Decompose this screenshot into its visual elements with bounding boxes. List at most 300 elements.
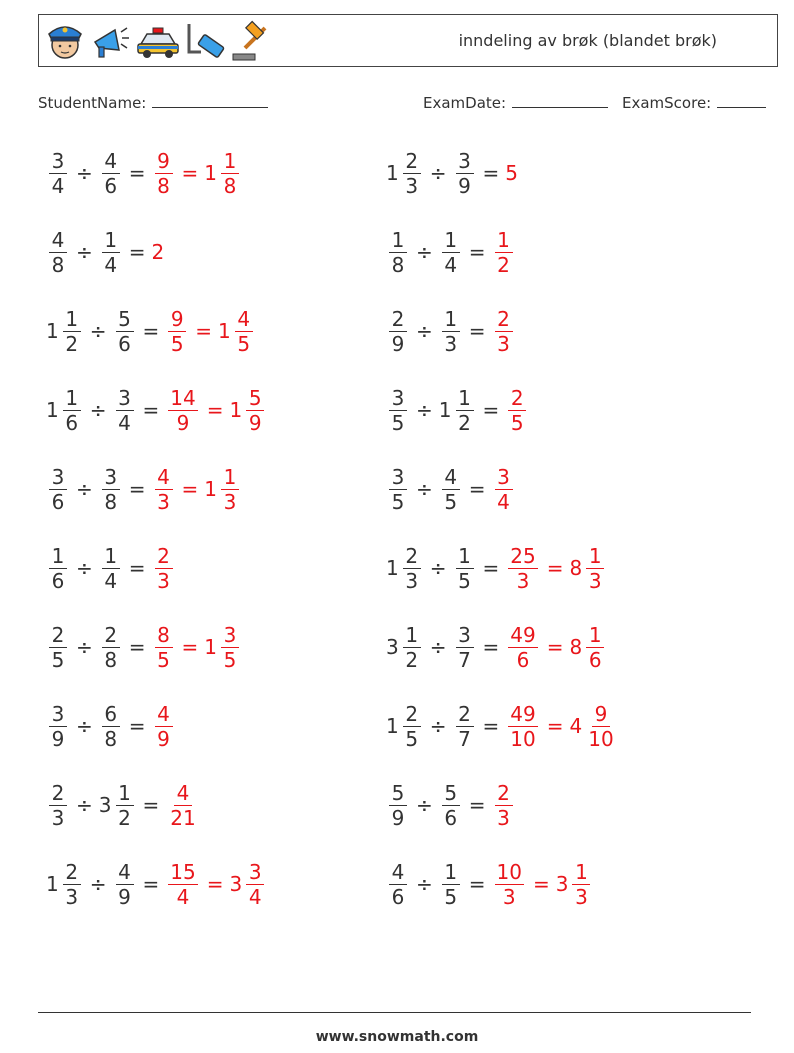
answer-denominator: 9 [157,726,170,751]
divisor-numerator: 1 [442,860,460,885]
police-officer-icon [43,18,87,64]
divisor-fraction [439,228,463,277]
dividend-denominator: 5 [391,489,405,514]
problem-item [386,221,516,283]
answer-denominator: 3 [497,331,510,356]
dividend-stack [49,781,67,830]
dividend-stack [389,228,407,277]
answer-numerator: 4 [155,465,173,490]
dividend-whole: 1 [46,398,59,422]
divisor-fraction [453,149,477,198]
dividend-whole: 1 [386,161,399,185]
divide-sign: ÷ [416,398,433,422]
answer-denominator: 3 [516,568,530,593]
mixed-answer-denominator: 6 [588,647,602,672]
answer-denominator: 8 [157,173,170,198]
dividend-stack [49,544,67,593]
problem-item [46,616,242,678]
police-car-icon [135,18,181,64]
answer-fraction [165,781,200,830]
equals-sign: = [128,161,146,185]
answer-fraction [152,149,176,198]
dividend-numerator: 3 [49,149,67,174]
mixed-answer-stack [586,702,615,751]
mixed-answer-whole: 8 [569,556,583,580]
answer-denominator: 4 [497,489,510,514]
dividend-stack [49,702,67,751]
answer-stack [155,623,173,672]
dividend-stack [389,860,407,909]
dividend-numerator: 1 [63,386,81,411]
answer-fraction [505,544,540,593]
divisor-numerator: 5 [442,781,460,806]
divisor-numerator: 3 [102,465,120,490]
problem-item [46,695,176,757]
divisor-numerator: 1 [116,781,134,806]
equals-sign: = [468,240,486,264]
equals-sign: = [128,635,146,659]
dividend-stack [49,228,67,277]
dividend-fraction [386,307,410,356]
divisor-stack [102,623,120,672]
dividend-whole: 3 [386,635,399,659]
divisor-numerator: 6 [102,702,120,727]
divide-sign: ÷ [89,319,107,343]
divisor-fraction [453,623,477,672]
divisor-fraction [99,149,123,198]
divisor-numerator: 3 [116,386,134,411]
dividend-denominator: 9 [51,726,65,751]
dividend-numerator: 1 [49,544,67,569]
mixed-answer-denominator: 5 [237,331,251,356]
divisor-denominator: 6 [444,805,458,830]
answer-denominator: 4 [176,884,190,909]
dividend-whole: 1 [46,319,59,343]
mixed-answer-numerator: 4 [235,307,253,332]
dividend-stack [389,781,407,830]
dividend-stack [49,149,67,198]
handcuffs-icon [183,18,227,64]
divisor-numerator: 4 [116,860,134,885]
answer-numerator: 9 [168,307,186,332]
problem-item [386,458,516,520]
divide-sign: ÷ [76,477,93,501]
divide-sign: ÷ [429,161,447,185]
problem-item [386,774,516,836]
mixed-answer-whole: 8 [569,635,583,659]
answer-numerator: 14 [170,385,196,410]
student-name-field [38,93,268,112]
divisor-fraction [99,623,123,672]
dividend-denominator: 3 [65,884,79,909]
problem-item [46,458,242,520]
dividend-denominator: 2 [405,647,419,672]
divide-sign: ÷ [429,556,447,580]
answer-equals-sign: = [546,556,564,580]
divisor-numerator: 1 [102,544,120,569]
divisor-denominator: 2 [118,805,131,830]
answer-numerator: 3 [495,465,513,490]
mixed-answer-denominator: 9 [248,410,262,435]
equals-sign: = [468,872,486,896]
answer [152,623,243,672]
answer-stack [155,149,173,198]
dividend-stack [49,465,67,514]
divisor-stack [116,386,134,435]
divisor-denominator: 9 [458,173,471,198]
answer-equals-sign: = [546,714,564,738]
answer [152,240,166,264]
dividend-stack [403,149,421,198]
mixed-answer-fraction [229,860,267,909]
dividend-fraction [386,228,410,277]
divisor-numerator: 1 [442,307,460,332]
equals-sign: = [142,872,160,896]
answer [492,781,516,830]
dividend-denominator: 5 [391,410,405,435]
dividend-fraction [46,702,70,751]
divisor-denominator: 5 [444,489,458,514]
answer-fraction [492,860,527,909]
exam-score-field [622,93,766,112]
answer [505,161,519,185]
student-name-line[interactable] [152,93,268,108]
divisor-fraction [99,228,123,277]
mixed-answer-fraction [556,860,594,909]
dividend-denominator: 9 [391,805,405,830]
dividend-numerator: 4 [49,228,67,253]
answer-numerator: 2 [508,386,526,411]
answer [492,465,516,514]
divide-sign: ÷ [89,872,107,896]
divide-sign: ÷ [416,240,433,264]
answer-stack [155,702,173,751]
divisor-numerator: 4 [442,465,460,490]
answer-denominator: 3 [157,568,170,593]
divisor-numerator: 5 [116,307,134,332]
answer-whole: 5 [505,161,518,185]
answer-numerator: 1 [495,228,513,253]
dividend-numerator: 2 [63,860,81,885]
answer-numerator: 10 [496,859,522,884]
dividend-numerator: 2 [403,544,421,569]
dividend-fraction [46,544,70,593]
dividend-fraction [46,228,70,277]
answer-denominator: 5 [157,647,170,672]
divisor-denominator: 4 [104,568,118,593]
header-box [38,14,778,67]
answer-numerator: 4 [174,781,192,806]
divide-sign: ÷ [89,398,107,422]
equals-sign: = [142,319,160,343]
dividend-stack [389,307,407,356]
divisor-fraction [99,544,123,593]
equals-sign: = [482,398,500,422]
exam-score-line[interactable] [717,93,766,108]
dividend-numerator: 3 [389,386,407,411]
equals-sign: = [468,793,486,817]
mixed-answer-fraction [569,544,607,593]
divide-sign: ÷ [416,872,433,896]
answer-fraction [152,544,176,593]
answer-stack [495,228,513,277]
divisor-numerator: 2 [456,702,474,727]
answer [505,702,618,751]
equals-sign: = [468,319,486,343]
dividend-denominator: 9 [391,331,405,356]
divide-sign: ÷ [429,714,447,738]
divide-sign: ÷ [76,556,93,580]
mixed-answer-fraction [569,702,618,751]
answer-equals-sign: = [206,398,224,422]
answer-numerator: 2 [495,781,513,806]
answer-denominator: 3 [497,805,510,830]
answer-denominator: 3 [157,489,170,514]
divisor-stack [442,781,460,830]
dividend-fraction [386,386,410,435]
dividend-denominator: 6 [51,568,65,593]
mixed-answer-numerator: 1 [221,149,239,174]
divisor-stack [102,544,120,593]
equals-sign: = [142,793,160,817]
mixed-answer-denominator: 3 [588,568,602,593]
exam-date-label: ExamDate: [423,94,507,112]
problem-item [386,616,607,678]
dividend-denominator: 5 [51,647,65,672]
answer-whole: 2 [151,240,165,264]
dividend-stack [389,465,407,514]
mixed-answer-stack [586,544,604,593]
mixed-answer-whole: 3 [555,872,569,896]
divisor-denominator: 7 [458,726,471,751]
dividend-denominator: 6 [391,884,405,909]
dividend-numerator: 5 [389,781,407,806]
answer [492,307,516,356]
equals-sign: = [128,556,146,580]
mixed-answer-fraction [229,386,267,435]
mixed-answer-numerator: 9 [592,702,610,727]
answer-stack [495,860,524,909]
mixed-answer-denominator: 10 [588,726,614,751]
equals-sign: = [128,240,146,264]
answer-equals-sign: = [181,635,199,659]
problem-item [46,300,256,362]
mixed-answer-whole: 3 [229,872,243,896]
divide-sign: ÷ [429,635,447,659]
dividend-stack [403,702,421,751]
answer-stack [495,781,513,830]
answer-fraction [165,307,189,356]
divisor-fraction [453,544,477,593]
mixed-answer-numerator: 3 [221,623,239,648]
mixed-answer-stack [572,860,590,909]
answer-fraction [505,702,540,751]
divisor-stack [456,386,474,435]
equals-sign: = [128,714,146,738]
divisor-denominator: 4 [104,252,118,277]
dividend-numerator: 1 [389,228,407,253]
problem-item [386,853,593,915]
answer-fraction [492,228,516,277]
divisor-stack [456,149,474,198]
dividend-numerator: 1 [403,623,421,648]
answer-denominator: 2 [497,252,510,277]
divisor-stack [116,307,134,356]
answer-numerator: 4 [155,702,173,727]
footer-url: www.snowmath.com [315,1029,479,1045]
divisor-stack [102,228,120,277]
equals-sign: = [142,398,160,422]
mixed-answer-fraction [218,307,256,356]
dividend-fraction [386,623,424,672]
answer-numerator: 49 [510,622,536,647]
answer-denominator: 6 [516,647,530,672]
mixed-answer-stack [221,149,239,198]
dividend-denominator: 6 [65,410,79,435]
mixed-answer-whole: 1 [229,398,243,422]
dividend-whole: 1 [46,872,59,896]
divisor-stack [442,307,460,356]
dividend-stack [389,386,407,435]
dividend-denominator: 2 [65,331,79,356]
answer-denominator: 5 [510,410,524,435]
dividend-denominator: 3 [405,173,419,198]
mixed-answer-numerator: 5 [246,386,264,411]
divisor-denominator: 5 [444,884,458,909]
dividend-stack [403,544,421,593]
answer-equals-sign: = [181,477,199,501]
answer-stack [508,544,537,593]
divisor-fraction [113,860,137,909]
dividend-numerator: 1 [63,307,81,332]
divisor-fraction [99,702,123,751]
answer [505,386,529,435]
dividend-numerator: 2 [49,623,67,648]
answer-stack [168,860,197,909]
answer-fraction [505,386,529,435]
divide-sign: ÷ [416,477,433,501]
answer [165,781,200,830]
divisor-denominator: 6 [104,173,118,198]
mixed-answer-fraction [204,149,242,198]
dividend-stack [63,860,81,909]
answer-denominator: 5 [170,331,184,356]
mixed-answer-denominator: 3 [575,884,588,909]
dividend-denominator: 8 [51,252,65,277]
dividend-fraction [386,702,424,751]
answer-fraction [152,240,166,264]
divisor-numerator: 1 [456,386,474,411]
dividend-fraction [46,149,70,198]
divide-sign: ÷ [76,714,93,738]
answer [165,860,267,909]
answer-numerator: 2 [495,307,513,332]
dividend-numerator: 2 [389,307,407,332]
problem-item [46,774,201,836]
student-name-label: StudentName: [38,94,147,112]
divisor-fraction [439,465,463,514]
divisor-numerator: 3 [456,623,474,648]
problem-item [386,537,607,599]
worksheet-title: inndeling av brøk (blandet brøk) [458,31,717,50]
answer [492,860,594,909]
answer-numerator: 9 [155,149,173,174]
divide-sign: ÷ [416,319,433,343]
answer-fraction [152,702,176,751]
divisor-stack [442,860,460,909]
answer-stack [168,307,186,356]
divisor-fraction [99,465,123,514]
dividend-denominator: 3 [405,568,419,593]
divisor-stack [456,702,474,751]
dividend-fraction [46,781,70,830]
dividend-numerator: 3 [49,465,67,490]
answer-fraction [492,465,516,514]
divisor-numerator: 1 [456,544,474,569]
problem-item [46,379,267,441]
dividend-stack [49,623,67,672]
mixed-answer-whole: 1 [218,319,231,343]
divisor-stack [456,623,474,672]
exam-score-label: ExamScore: [622,94,712,112]
mixed-answer-stack [246,860,264,909]
divisor-stack [102,149,120,198]
answer-numerator: 2 [155,544,173,569]
divide-sign: ÷ [76,635,93,659]
answer-denominator: 3 [502,884,516,909]
dividend-numerator: 2 [403,702,421,727]
divisor-numerator: 3 [456,149,474,174]
mixed-answer-numerator: 1 [221,465,239,490]
answer-numerator: 25 [510,543,536,568]
divisor-fraction [439,860,463,909]
dividend-denominator: 6 [51,489,65,514]
dividend-numerator: 4 [389,860,407,885]
dividend-numerator: 3 [49,702,67,727]
mixed-answer-numerator: 1 [572,860,590,885]
dividend-fraction [386,465,410,514]
answer-fraction [152,465,176,514]
answer-numerator: 15 [170,859,196,884]
mixed-answer-denominator: 4 [248,884,262,909]
answer-fraction [492,307,516,356]
equals-sign: = [482,556,500,580]
dividend-denominator: 3 [51,805,65,830]
answer-stack [168,386,197,435]
problem-item [386,300,516,362]
mixed-answer-denominator: 5 [223,647,237,672]
problem-item [46,537,176,599]
divisor-whole: 1 [438,398,452,422]
divisor-numerator: 1 [102,228,120,253]
dividend-fraction [46,307,84,356]
exam-date-line[interactable] [512,93,608,108]
mixed-answer-stack [221,623,239,672]
answer [152,544,176,593]
mixed-answer-fraction [204,465,242,514]
answer-fraction [492,781,516,830]
dividend-numerator: 3 [389,465,407,490]
divide-sign: ÷ [76,793,93,817]
mixed-answer-numerator: 1 [586,544,604,569]
problem-item [46,221,165,283]
dividend-fraction [46,465,70,514]
answer [165,307,256,356]
equals-sign: = [482,161,500,185]
problem-item [46,142,242,204]
problem-item [386,142,519,204]
divisor-denominator: 8 [104,489,118,514]
